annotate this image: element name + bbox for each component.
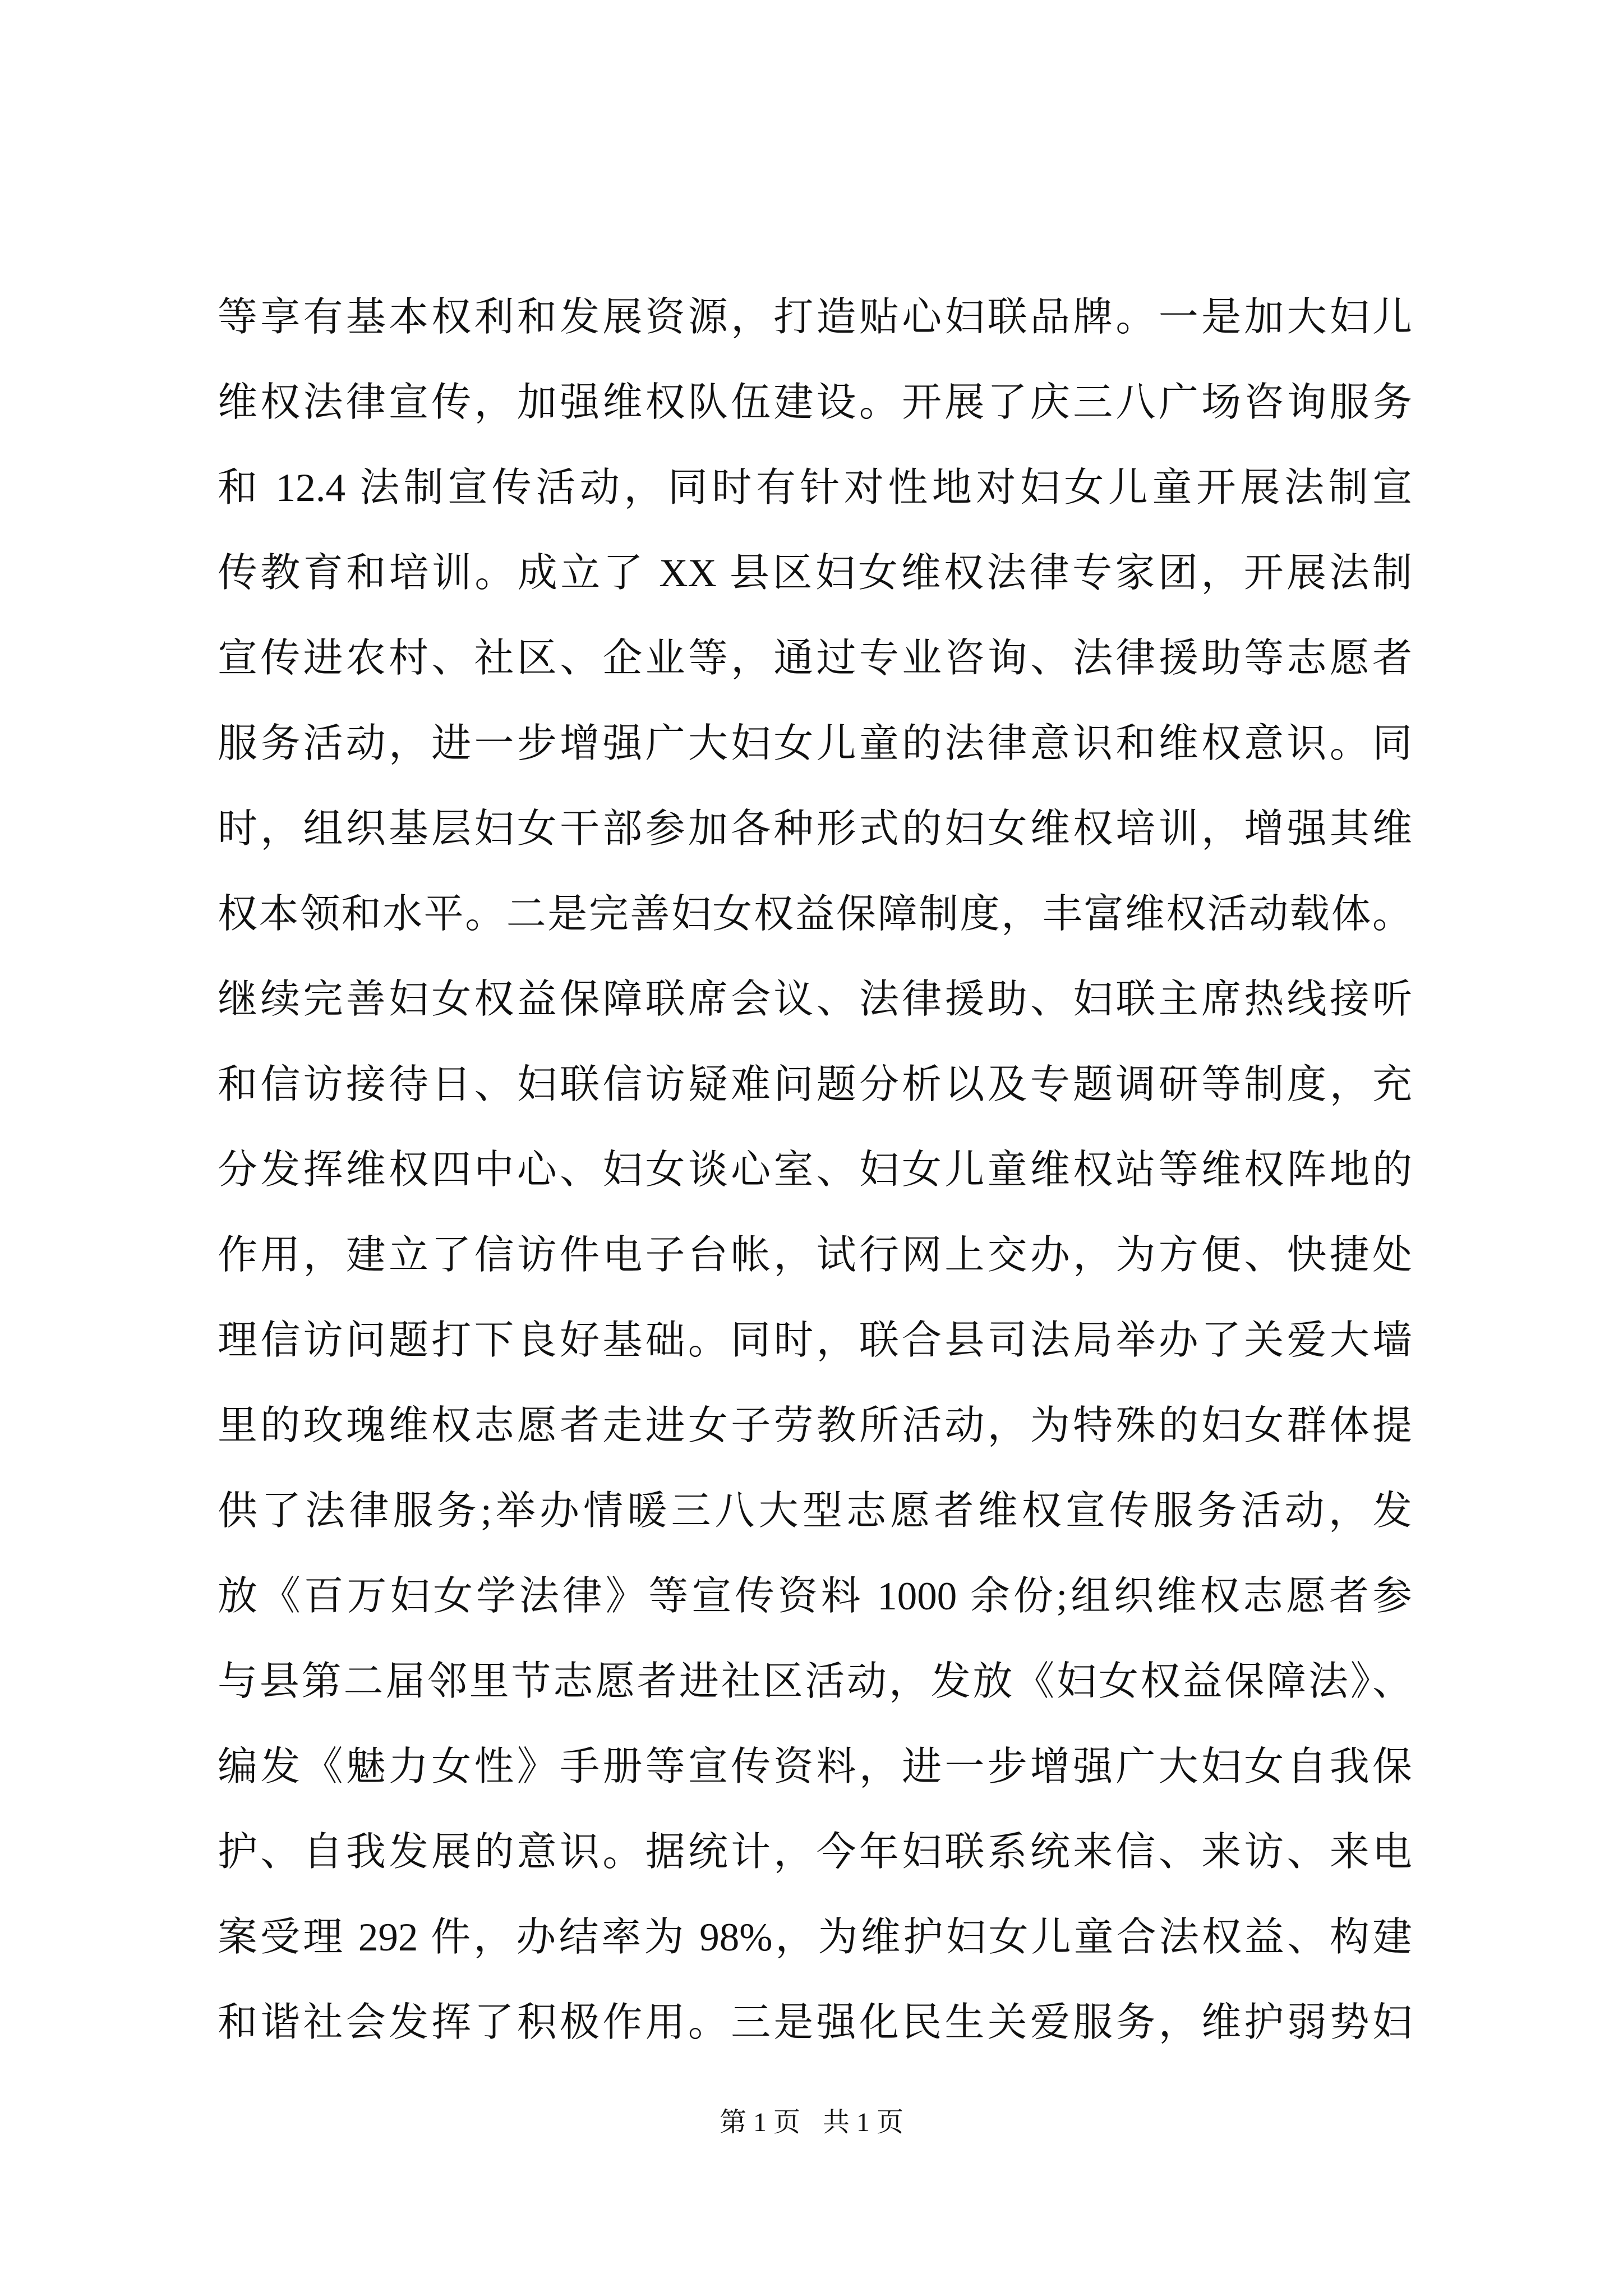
text-line: 编发《魅力女性》手册等宣传资料，进一步增强广大妇女自我保: [218, 1745, 1412, 1789]
text-line: 和信访接待日、妇联信访疑难问题分析以及专题调研等制度，充: [218, 1063, 1412, 1107]
text-line: 作用，建立了信访件电子台帐，试行网上交办，为方便、快捷处: [218, 1234, 1412, 1277]
text-line: 等享有基本权利和发展资源，打造贴心妇联品牌。一是加大妇儿: [218, 296, 1412, 339]
text-line: 和 12.4 法制宣传活动，同时有针对性地对妇女儿童开展法制宣: [218, 466, 1412, 510]
page-number-label: 第 1 页: [719, 2108, 800, 2137]
text-line: 时，组织基层妇女干部参加各种形式的妇女维权培训，增强其维: [218, 807, 1412, 851]
text-line: 里的玫瑰维权志愿者走进女子劳教所活动，为特殊的妇女群体提: [218, 1404, 1412, 1448]
text-line: 传教育和培训。成立了 XX 县区妇女维权法律专家团，开展法制: [218, 551, 1412, 595]
text-line: 放《百万妇女学法律》等宣传资料 1000 余份;组织维权志愿者参: [218, 1575, 1412, 1618]
text-line: 与县第二届邻里节志愿者进社区活动，发放《妇女权益保障法》、: [218, 1660, 1412, 1704]
text-line: 案受理 292 件，办结率为 98%，为维护妇女儿童合法权益、构建: [218, 1916, 1412, 1959]
text-line: 权本领和水平。二是完善妇女权益保障制度，丰富维权活动载体。: [218, 892, 1412, 936]
page-total-label: 共 1 页: [823, 2108, 904, 2137]
text-line: 宣传进农村、社区、企业等，通过专业咨询、法律援助等志愿者: [218, 637, 1412, 680]
text-line: 和谐社会发挥了积极作用。三是强化民生关爱服务，维护弱势妇: [218, 2001, 1412, 2045]
text-line: 继续完善妇女权益保障联席会议、法律援助、妇联主席热线接听: [218, 978, 1412, 1022]
text-line: 分发挥维权四中心、妇女谈心室、妇女儿童维权站等维权阵地的: [218, 1148, 1412, 1192]
text-line: 护、自我发展的意识。据统计，今年妇联系统来信、来访、来电: [218, 1830, 1412, 1874]
text-line: 维权法律宣传，加强维权队伍建设。开展了庆三八广场咨询服务: [218, 381, 1412, 425]
text-line: 服务活动，进一步增强广大妇女儿童的法律意识和维权意识。同: [218, 722, 1412, 766]
text-line: 供了法律服务;举办情暖三八大型志愿者维权宣传服务活动，发: [218, 1489, 1412, 1533]
page-footer: [0, 2105, 1623, 2141]
text-line: 理信访问题打下良好基础。同时，联合县司法局举办了关爱大墙: [218, 1319, 1412, 1363]
body-text: [218, 275, 1412, 2065]
